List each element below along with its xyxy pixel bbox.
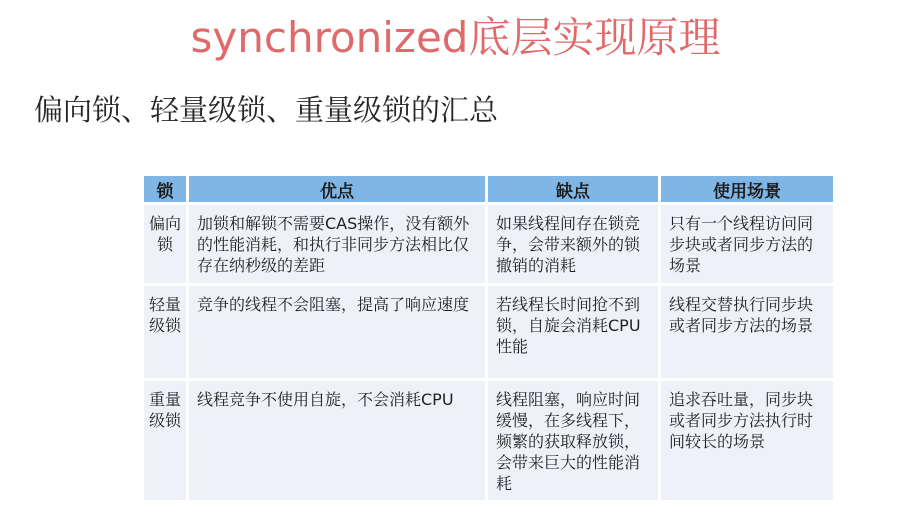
header-cons: 缺点 xyxy=(488,176,658,202)
slide-title: synchronized底层实现原理 xyxy=(190,13,721,62)
header-usage: 使用场景 xyxy=(661,176,833,202)
lock-name-cell xyxy=(144,381,186,500)
lock-comparison-table xyxy=(141,173,836,503)
cons-cell: 线程阻塞，响应时间缓慢，在多线程下，频繁的获取释放锁，会带来巨大的性能消耗 xyxy=(488,381,658,500)
pros-cell: 加锁和解锁不需要CAS操作，没有额外的性能消耗，和执行非同步方法相比仅存在纳秒级的差距 xyxy=(189,205,485,283)
lock-name-cell xyxy=(144,205,186,283)
pros-cell: 竞争的线程不会阻塞，提高了响应速度 xyxy=(189,286,485,378)
lock-name: 重量级锁 xyxy=(148,390,181,430)
table-row xyxy=(144,286,833,378)
lock-name: 轻量级锁 xyxy=(148,295,181,335)
slide-subtitle: 偏向锁、轻量级锁、重量级锁的汇总 xyxy=(34,93,499,127)
table-row xyxy=(144,381,833,500)
table-header-row xyxy=(144,176,833,202)
header-lock: 锁 xyxy=(144,176,186,202)
cons-cell: 如果线程间存在锁竞争，会带来额外的锁撤销的消耗 xyxy=(488,205,658,283)
usage-cell: 线程交替执行同步块或者同步方法的场景 xyxy=(661,286,833,378)
usage-cell: 只有一个线程访问同步块或者同步方法的场景 xyxy=(661,205,833,283)
lock-name: 偏向锁 xyxy=(148,214,181,254)
header-pros: 优点 xyxy=(189,176,485,202)
table-row xyxy=(144,205,833,283)
usage-cell: 追求吞吐量，同步块或者同步方法执行时间较长的场景 xyxy=(661,381,833,500)
pros-cell: 线程竞争不使用自旋，不会消耗CPU xyxy=(189,381,485,500)
lock-name-cell xyxy=(144,286,186,378)
cons-cell: 若线程长时间抢不到锁，自旋会消耗CPU性能 xyxy=(488,286,658,378)
